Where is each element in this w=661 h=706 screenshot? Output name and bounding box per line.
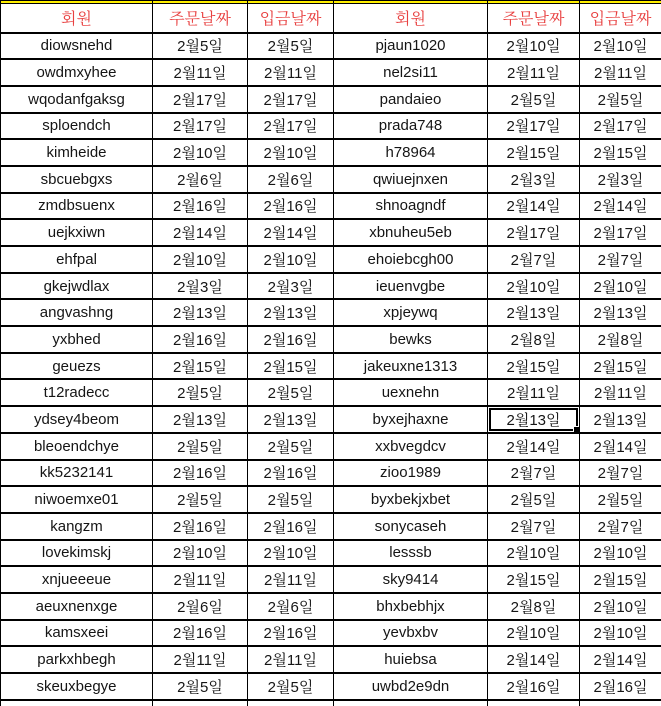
member-cell[interactable]: lovekimskj [1,540,153,567]
order-date-cell[interactable]: 2월11일 [488,379,580,406]
order-date-cell[interactable]: 2월3일 [488,166,580,193]
order-date-cell[interactable]: 2월16일 [153,326,248,353]
order-date-cell[interactable]: 2월13일 [153,299,248,326]
member-cell[interactable]: kk5232141 [1,460,153,487]
table-row [1,166,661,193]
member-cell[interactable]: yxbhed [1,326,153,353]
order-date-cell[interactable]: 2월11일 [153,566,248,593]
deposit-date-cell[interactable]: 2월5일 [248,379,334,406]
order-date-cell[interactable]: 2월6일 [153,593,248,620]
member-cell[interactable]: xbnuheu5eb [334,219,488,246]
deposit-date-cell[interactable]: 2월16일 [248,460,334,487]
order-date-cell[interactable]: 2월16일 [153,460,248,487]
header-cell-deposit-date-right[interactable]: 입금날짜 [580,4,661,33]
header-cell-order-date-left[interactable]: 주문날짜 [153,4,248,33]
deposit-date-cell[interactable]: 2월13일 [580,406,661,433]
header-cell-order-date-right[interactable]: 주문날짜 [488,4,580,33]
order-date-cell[interactable]: 2월15일 [488,566,580,593]
order-date-cell[interactable]: 2월3일 [153,273,248,300]
deposit-date-cell[interactable]: 2월16일 [248,326,334,353]
order-date-cell[interactable]: 2월16일 [153,193,248,220]
table-row [1,513,661,540]
order-date-cell[interactable]: 2월16일 [153,513,248,540]
member-cell[interactable]: ieuenvgbe [334,273,488,300]
order-date-cell[interactable]: 2월11일 [488,59,580,86]
deposit-date-cell[interactable]: 2월14일 [580,433,661,460]
member-cell[interactable]: jakeuxne1313 [334,353,488,380]
order-date-cell[interactable]: 2월13일 [153,406,248,433]
deposit-date-cell[interactable]: 2월11일 [248,646,334,673]
deposit-date-cell[interactable]: 2월7일 [580,460,661,487]
order-date-cell[interactable]: 2월17일 [488,219,580,246]
member-cell[interactable]: aeuxnenxge [1,593,153,620]
empty-cell [488,700,580,706]
empty-cell [580,700,661,706]
order-date-cell[interactable]: 2월17일 [488,113,580,140]
member-cell[interactable]: sploendch [1,113,153,140]
deposit-date-cell[interactable]: 2월14일 [248,219,334,246]
member-cell[interactable]: niwoemxe01 [1,486,153,513]
order-date-cell[interactable]: 2월5일 [153,433,248,460]
deposit-date-cell[interactable]: 2월6일 [248,593,334,620]
table-row [1,273,661,300]
order-date-cell[interactable]: 2월5일 [153,33,248,60]
order-date-cell[interactable]: 2월15일 [153,353,248,380]
member-cell[interactable]: kangzm [1,513,153,540]
order-date-cell[interactable]: 2월16일 [488,673,580,700]
order-date-cell[interactable]: 2월17일 [153,86,248,113]
deposit-date-cell[interactable]: 2월17일 [580,113,661,140]
table-row [1,353,661,380]
order-date-cell[interactable]: 2월10일 [488,273,580,300]
deposit-date-cell[interactable]: 2월17일 [580,219,661,246]
empty-cell [1,700,153,706]
order-date-cell[interactable]: 2월5일 [153,673,248,700]
member-cell[interactable]: angvashng [1,299,153,326]
member-cell[interactable]: ehfpal [1,246,153,273]
deposit-date-cell[interactable]: 2월5일 [248,486,334,513]
deposit-date-cell[interactable]: 2월17일 [248,86,334,113]
deposit-date-cell[interactable]: 2월3일 [248,273,334,300]
header-cell-member-right[interactable]: 회원 [334,4,488,33]
deposit-date-cell[interactable]: 2월10일 [248,246,334,273]
deposit-date-cell[interactable]: 2월13일 [580,299,661,326]
deposit-date-cell[interactable]: 2월14일 [580,193,661,220]
deposit-date-cell[interactable]: 2월14일 [580,646,661,673]
deposit-date-cell[interactable]: 2월10일 [580,620,661,647]
table-row [1,33,661,60]
order-date-cell[interactable]: 2월10일 [153,246,248,273]
deposit-date-cell[interactable]: 2월7일 [580,246,661,273]
member-cell[interactable]: pandaieo [334,86,488,113]
deposit-date-cell[interactable]: 2월10일 [580,540,661,567]
deposit-date-cell[interactable]: 2월16일 [248,193,334,220]
member-cell[interactable]: kamsxeei [1,620,153,647]
table-row [1,326,661,353]
deposit-date-cell[interactable]: 2월10일 [580,593,661,620]
deposit-date-cell[interactable]: 2월16일 [580,673,661,700]
header-cell-deposit-date-left[interactable]: 입금날짜 [248,4,334,33]
order-date-cell[interactable]: 2월10일 [488,540,580,567]
deposit-date-cell[interactable]: 2월16일 [248,620,334,647]
member-cell[interactable]: yevbxbv [334,620,488,647]
order-date-cell[interactable]: 2월11일 [153,59,248,86]
table-row [1,139,661,166]
empty-cell [248,700,334,706]
deposit-date-cell[interactable]: 2월11일 [248,566,334,593]
table-row [1,299,661,326]
deposit-date-cell[interactable]: 2월8일 [580,326,661,353]
deposit-date-cell[interactable]: 2월15일 [580,353,661,380]
table-row [1,540,661,567]
order-date-cell[interactable]: 2월8일 [488,593,580,620]
member-cell[interactable]: gkejwdlax [1,273,153,300]
deposit-date-cell[interactable]: 2월5일 [248,33,334,60]
order-date-cell[interactable]: 2월5일 [153,379,248,406]
member-cell[interactable]: pjaun1020 [334,33,488,60]
table-row [1,246,661,273]
deposit-date-cell[interactable]: 2월10일 [248,139,334,166]
deposit-date-cell[interactable]: 2월3일 [580,166,661,193]
member-cell[interactable]: xxbvegdcv [334,433,488,460]
deposit-date-cell[interactable]: 2월5일 [248,673,334,700]
order-date-cell[interactable]: 2월14일 [488,646,580,673]
order-date-cell[interactable]: 2월10일 [488,33,580,60]
table-row [1,406,661,433]
table-body [1,33,661,700]
member-cell[interactable]: xnjueeeue [1,566,153,593]
order-date-cell[interactable]: 2월17일 [153,113,248,140]
order-date-cell[interactable]: 2월6일 [153,166,248,193]
member-cell[interactable]: uwbd2e9dn [334,673,488,700]
member-cell[interactable]: byxejhaxne [334,406,488,433]
order-date-cell[interactable]: 2월10일 [153,540,248,567]
member-cell[interactable]: kimheide [1,139,153,166]
order-date-cell[interactable]: 2월10일 [153,139,248,166]
table-row [1,219,661,246]
member-cell[interactable]: ehoiebcgh00 [334,246,488,273]
empty-cell [334,700,488,706]
member-cell[interactable]: diowsnehd [1,33,153,60]
deposit-date-cell[interactable]: 2월13일 [248,299,334,326]
member-cell[interactable]: zioo1989 [334,460,488,487]
order-date-cell[interactable]: 2월14일 [488,193,580,220]
order-date-cell[interactable]: 2월8일 [488,326,580,353]
member-cell[interactable]: byxbekjxbet [334,486,488,513]
member-cell[interactable]: shnoagndf [334,193,488,220]
table-row [1,673,661,700]
member-cell[interactable]: owdmxyhee [1,59,153,86]
deposit-date-cell[interactable]: 2월10일 [580,273,661,300]
member-cell[interactable]: huiebsa [334,646,488,673]
order-date-cell[interactable]: 2월13일 [488,406,580,433]
member-cell[interactable]: bewks [334,326,488,353]
order-date-cell[interactable]: 2월10일 [488,620,580,647]
member-cell[interactable]: h78964 [334,139,488,166]
deposit-date-cell[interactable]: 2월15일 [580,139,661,166]
table-row [1,433,661,460]
table-row [1,620,661,647]
member-cell[interactable]: bhxbebhjx [334,593,488,620]
header-cell-member-left[interactable]: 회원 [1,4,153,33]
member-cell[interactable]: qwiuejnxen [334,166,488,193]
order-date-cell[interactable]: 2월7일 [488,513,580,540]
member-cell[interactable]: prada748 [334,113,488,140]
partial-row-sliver [1,700,661,706]
member-cell[interactable]: bleoendchye [1,433,153,460]
member-cell[interactable]: ydsey4beom [1,406,153,433]
deposit-date-cell[interactable]: 2월15일 [580,566,661,593]
member-cell[interactable]: xpjeywq [334,299,488,326]
member-cell[interactable]: t12radecc [1,379,153,406]
deposit-date-cell[interactable]: 2월16일 [248,513,334,540]
deposit-date-cell[interactable]: 2월5일 [580,486,661,513]
deposit-date-cell[interactable]: 2월10일 [248,540,334,567]
order-date-cell[interactable]: 2월7일 [488,460,580,487]
member-cell[interactable]: skeuxbegye [1,673,153,700]
order-date-cell[interactable]: 2월13일 [488,299,580,326]
member-cell[interactable]: wqodanfgaksg [1,86,153,113]
table-row [1,59,661,86]
order-date-cell[interactable]: 2월7일 [488,246,580,273]
order-date-cell[interactable]: 2월15일 [488,139,580,166]
table-row [1,486,661,513]
member-cell[interactable]: zmdbsuenx [1,193,153,220]
order-date-cell[interactable]: 2월15일 [488,353,580,380]
member-cell[interactable]: parkxhbegh [1,646,153,673]
member-cell[interactable]: nel2si11 [334,59,488,86]
table-row [1,86,661,113]
table-row [1,460,661,487]
member-cell[interactable]: sky9414 [334,566,488,593]
table-row [1,379,661,406]
member-cell[interactable]: sonycaseh [334,513,488,540]
order-date-cell[interactable]: 2월16일 [153,620,248,647]
member-cell[interactable]: uejkxiwn [1,219,153,246]
deposit-date-cell[interactable]: 2월10일 [580,33,661,60]
deposit-date-cell[interactable]: 2월5일 [248,433,334,460]
member-cell[interactable]: sbcuebgxs [1,166,153,193]
header-row [1,4,661,33]
order-date-cell[interactable]: 2월14일 [488,433,580,460]
order-date-cell[interactable]: 2월5일 [153,486,248,513]
deposit-date-cell[interactable]: 2월11일 [248,59,334,86]
deposit-date-cell[interactable]: 2월6일 [248,166,334,193]
deposit-date-cell[interactable]: 2월11일 [580,59,661,86]
empty-cell [153,700,248,706]
deposit-date-cell[interactable]: 2월7일 [580,513,661,540]
deposit-date-cell[interactable]: 2월17일 [248,113,334,140]
table-row [1,566,661,593]
deposit-date-cell[interactable]: 2월15일 [248,353,334,380]
order-date-cell[interactable]: 2월14일 [153,219,248,246]
order-date-cell[interactable]: 2월5일 [488,86,580,113]
deposit-date-cell[interactable]: 2월5일 [580,86,661,113]
deposit-date-cell[interactable]: 2월11일 [580,379,661,406]
order-date-cell[interactable]: 2월11일 [153,646,248,673]
order-date-cell[interactable]: 2월5일 [488,486,580,513]
member-cell[interactable]: geuezs [1,353,153,380]
deposit-date-cell[interactable]: 2월13일 [248,406,334,433]
table-row [1,113,661,140]
table-row [1,646,661,673]
member-cell[interactable]: uexnehn [334,379,488,406]
table-row [1,193,661,220]
table-row [1,593,661,620]
member-cell[interactable]: lesssb [334,540,488,567]
